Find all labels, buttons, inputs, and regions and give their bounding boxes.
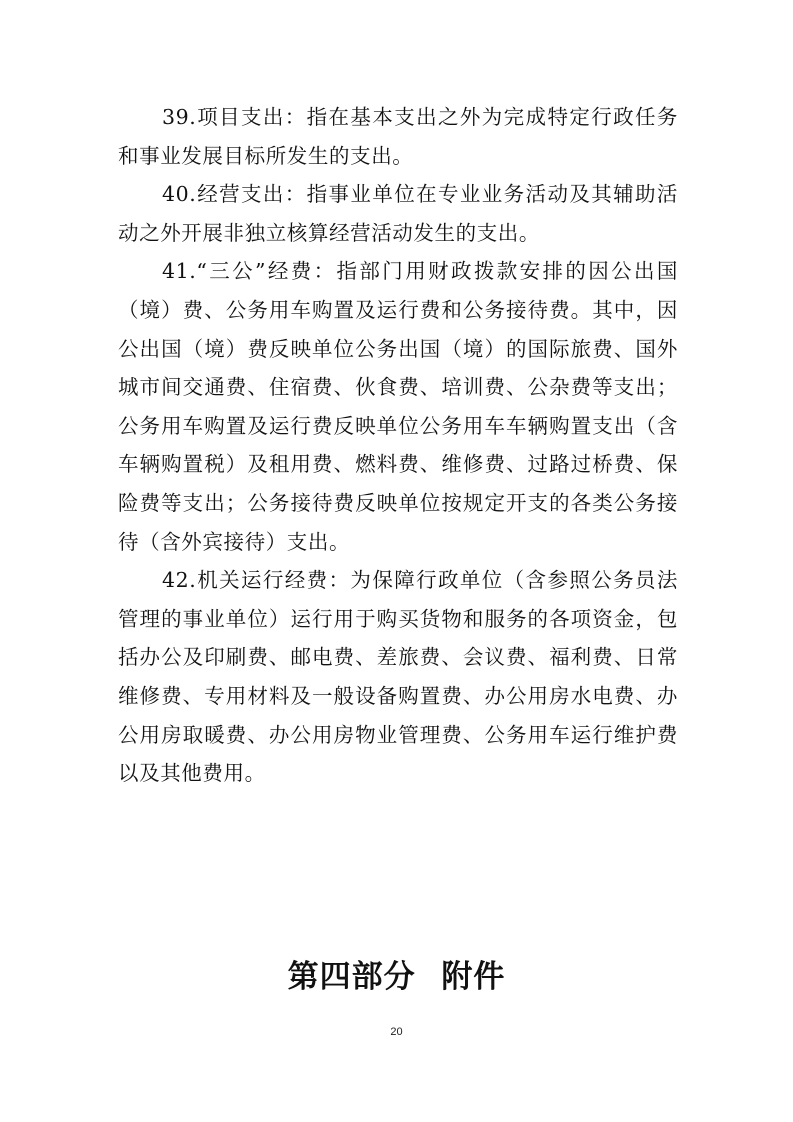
paragraph-operating-expenditure: 40.经营支出：指事业单位在专业业务活动及其辅助活动之外开展非独立核算经营活动发生的支出。: [118, 182, 678, 245]
page-number: 20: [390, 1026, 403, 1038]
section-title: 第四部分 附件: [287, 959, 506, 995]
paragraph-three-public-expenses: 41.“三公”经费：指部门用财政拨款安排的因公出国（境）费、公务用车购置及运行费和公务接待费。其中，因公出国（境）费反映单位公务出国（境）的国际旅费、国外城市间交通费、住宿费、伙食费、培训费、公杂费等支出；公务用车购置及运行费反映单位公务用车车辆购置支出（含车辆购置税）及租用费、燃料费、维修费、过路过桥费、保险费等支出；公务接待费反映单位按规定开支的各类公务接待（含外宾接待）支出。: [118, 259, 678, 554]
paragraph-agency-operating-expenses: 42.机关运行经费：为保障行政单位（含参照公务员法管理的事业单位）运行用于购买货物和服务的各项资金，包括办公及印刷费、邮电费、差旅费、会议费、福利费、日常维修费、专用材料及一般设备购置费、办公用房水电费、办公用房取暖费、办公用房物业管理费、公务用车运行维护费以及其他费用。: [118, 568, 678, 786]
body-text: [118, 98, 678, 793]
paragraph-project-expenditure: 39.项目支出：指在基本支出之外为完成特定行政任务和事业发展目标所发生的支出。: [118, 105, 678, 168]
